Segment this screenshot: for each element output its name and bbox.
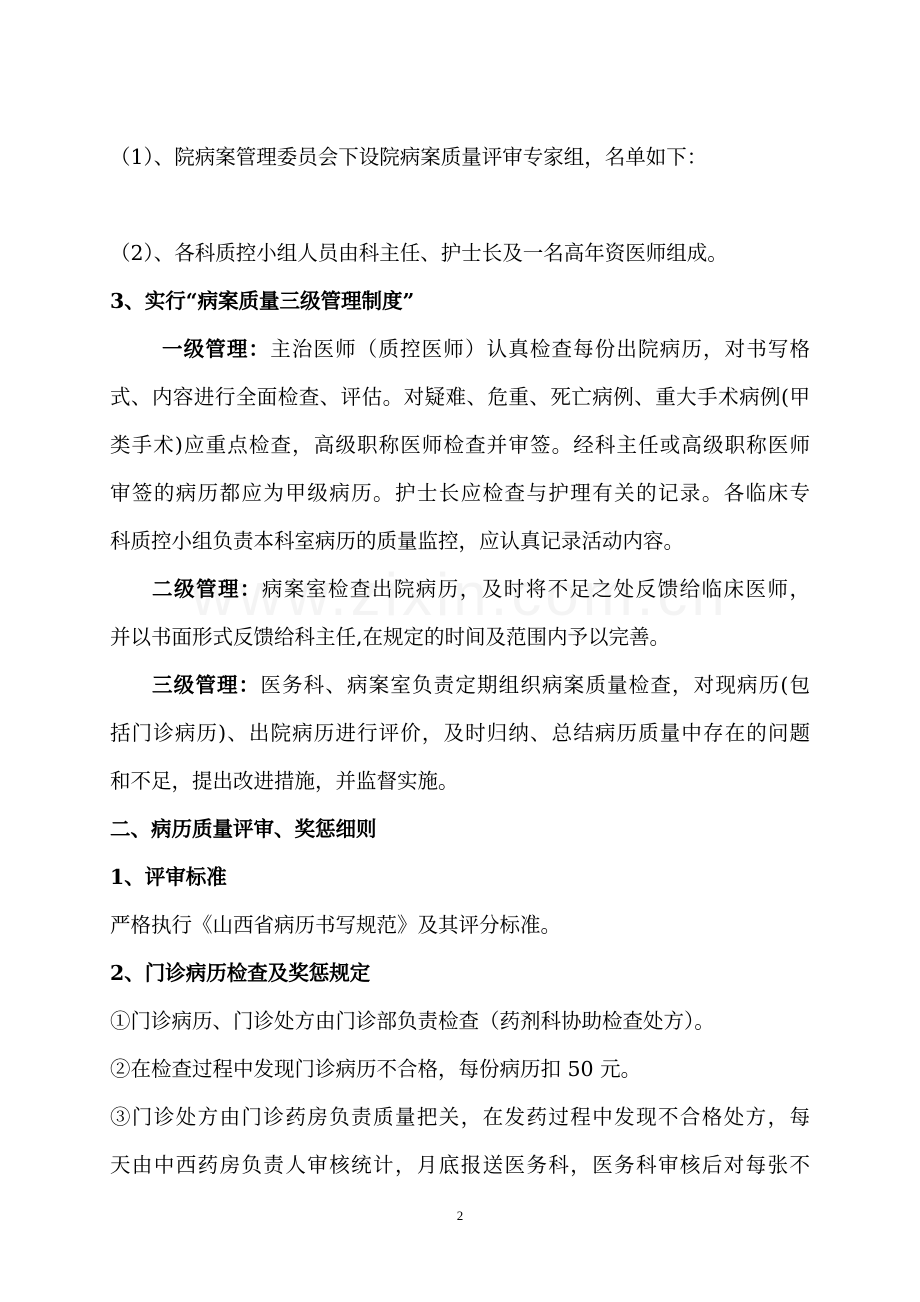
section-heading: 二、病历质量评审、奖惩细则 (110, 817, 377, 841)
paragraph-line: ③门诊处方由门诊药房负责质量把关，在发药过程中发现不合格处方，每 (110, 1105, 810, 1129)
paragraph-line: 严格执行《山西省病历书写规范》及其评分标准。 (110, 913, 561, 937)
paragraph-line: 并以书面形式反馈给科主任,在规定的时间及范围内予以完善。 (110, 625, 671, 649)
section-heading: 1、评审标准 (110, 865, 227, 889)
paragraph-line: 二级管理：病案室检查出院病历，及时将不足之处反馈给临床医师， (152, 577, 811, 601)
paragraph-line: ①门诊病历、门诊处方由门诊部负责检查（药剂科协助检查处方）。 (110, 1009, 715, 1033)
paragraph-line: 审签的病历都应为甲级病历。护士长应检查与护理有关的记录。各临床专 (110, 481, 810, 505)
paragraph-line: 式、内容进行全面检查、评估。对疑难、危重、死亡病例、重大手术病例(甲 (110, 385, 810, 409)
paragraph-line: 括门诊病历)、出院病历进行评价，及时归纳、总结病历质量中存在的问题 (110, 721, 810, 745)
paragraph-line: 三级管理：医务科、病案室负责定期组织病案质量检查，对现病历(包 (152, 673, 811, 697)
section-heading: 3、实行“病案质量三级管理制度” (110, 289, 415, 313)
paragraph-line: （2）、各科质控小组人员由科主任、护士长及一名高年资医师组成。 (110, 241, 728, 265)
paragraph-line: 类手术)应重点检查，高级职称医师检查并审签。经科主任或高级职称医师 (110, 433, 810, 457)
page-number: 2 (456, 1208, 464, 1223)
paragraph-line: 一级管理：主治医师（质控医师）认真检查每份出院病历，对书写格 (162, 337, 811, 361)
paragraph-line: 和不足，提出改进措施，并监督实施。 (110, 769, 459, 793)
paragraph-line: ②在检查过程中发现门诊病历不合格，每份病历扣 50 元。 (110, 1057, 642, 1081)
paragraph-line: 天由中西药房负责人审核统计，月底报送医务科，医务科审核后对每张不 (110, 1153, 810, 1177)
paragraph-line: （1）、院病案管理委员会下设院病案质量评审专家组，名单如下： (110, 145, 708, 169)
paragraph-line: 科质控小组负责本科室病历的质量监控，应认真记录活动内容。 (110, 529, 684, 553)
section-heading: 2、门诊病历检查及奖惩规定 (110, 961, 371, 985)
